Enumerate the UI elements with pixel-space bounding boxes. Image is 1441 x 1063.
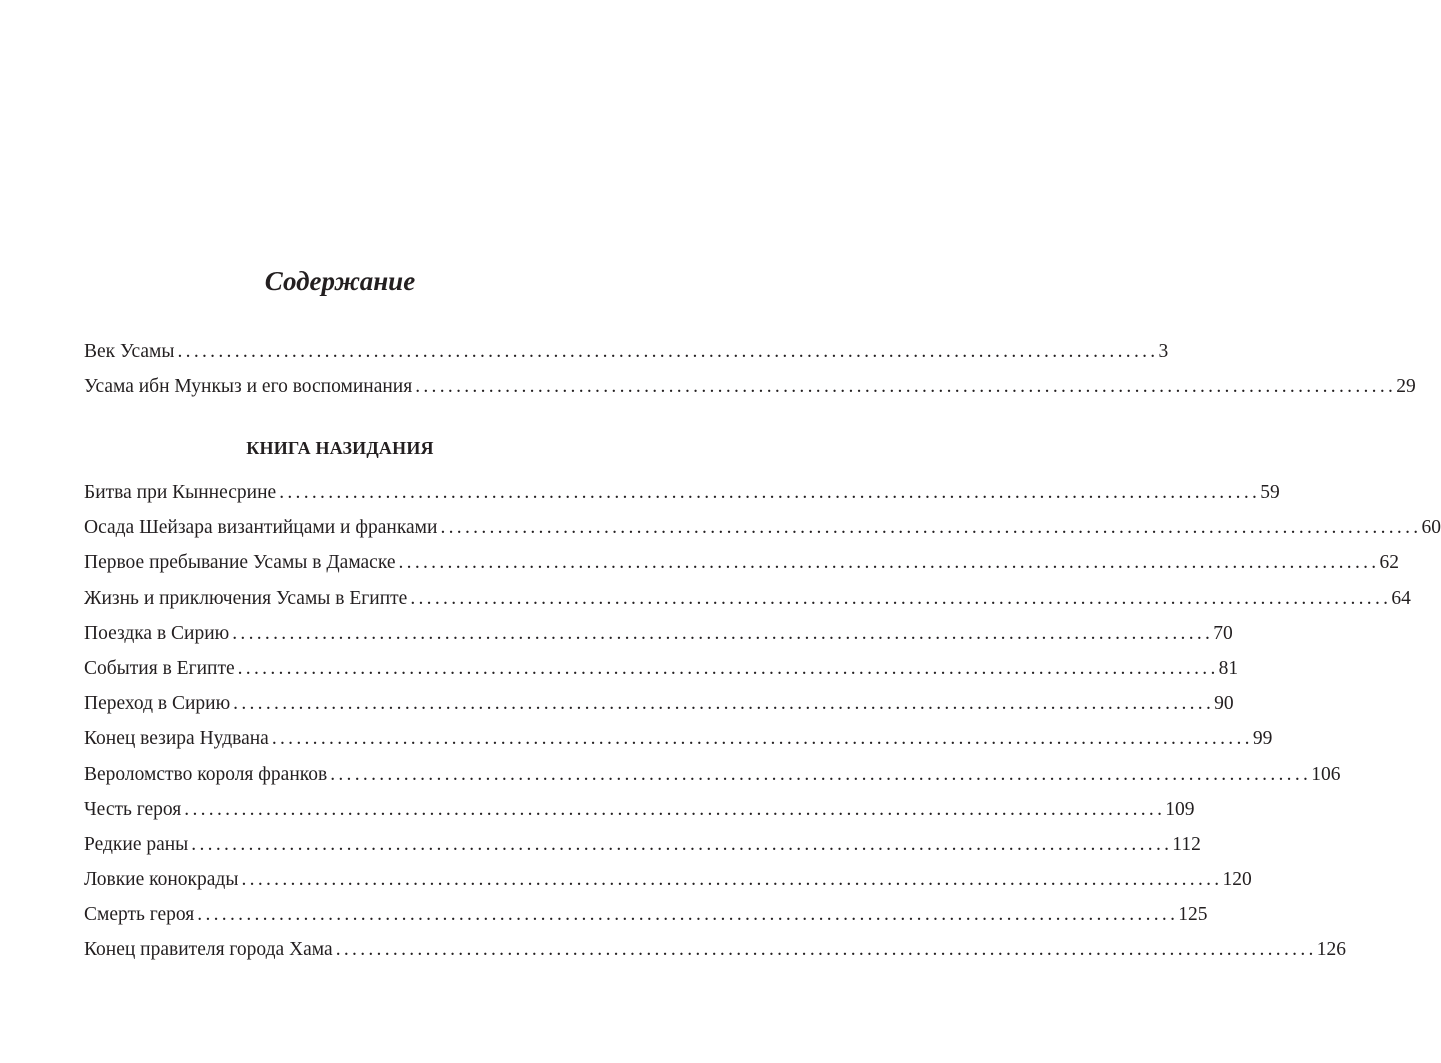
toc-entry-title: Первое пребывание Усамы в Дамаске — [84, 552, 396, 574]
toc-entry-page: 126 — [1316, 939, 1346, 961]
dot-leader: ........................................................................................................................ — [415, 376, 1397, 398]
toc-entry-page: 60 — [1421, 517, 1441, 539]
toc-entry-title: События в Египте — [84, 657, 235, 679]
toc-entry-page: 3 — [1158, 341, 1169, 362]
page-title: Содержание — [264, 266, 416, 296]
toc-entry-title: Битва при Кыннесрине — [84, 482, 277, 503]
toc-entry-page: 109 — [1165, 798, 1195, 820]
toc-entry — [84, 869, 1252, 904]
toc-entry — [84, 657, 1239, 693]
dot-leader: ........................................................................................................................ — [410, 587, 1392, 609]
toc-entry-title: Осада Шейзара византийцами и франками — [84, 517, 438, 539]
toc-entry-page: 112 — [1172, 833, 1201, 855]
toc-entry — [84, 833, 1201, 869]
toc-entry-title: Редкие раны — [84, 833, 189, 855]
dot-leader: ........................................................................................................................ — [191, 833, 1173, 855]
dot-leader: ........................................................................................................................ — [241, 869, 1223, 891]
toc-entry-title: Жизнь и приключения Усамы в Египте — [84, 587, 408, 609]
toc-entry-title: Век Усамы — [84, 341, 175, 362]
dot-leader: ........................................................................................................................ — [271, 728, 1253, 750]
toc-entry-page: 29 — [1396, 376, 1416, 398]
toc-entry-page: 120 — [1222, 869, 1252, 891]
toc-entry-title: Поездка в Сирию — [84, 622, 230, 644]
toc-entry-page: 106 — [1311, 763, 1341, 785]
toc-entry-page: 99 — [1252, 728, 1273, 750]
dot-leader: ........................................................................................................................ — [440, 517, 1422, 539]
toc-entry — [84, 939, 1346, 974]
toc-entry — [84, 622, 1233, 658]
toc-entry-page: 62 — [1379, 552, 1399, 574]
toc-entry — [84, 798, 1195, 834]
dot-leader: ........................................................................................................................ — [335, 939, 1317, 961]
toc-entry — [84, 552, 1399, 587]
toc-entry-page: 59 — [1260, 482, 1280, 503]
toc-entry — [84, 728, 1273, 763]
intro-toc-list — [84, 341, 1416, 411]
dot-leader: ........................................................................................................................ — [330, 763, 1312, 785]
toc-entry — [84, 341, 1169, 376]
toc-entry — [84, 693, 1234, 728]
toc-entry — [84, 517, 1441, 552]
toc-entry-title: Переход в Сирию — [84, 693, 231, 715]
toc-entry-page: 70 — [1213, 622, 1233, 644]
toc-entry-title: Конец везира Нудвана — [84, 728, 269, 750]
toc-entry-title: Усама ибн Мункыз и его воспоминания — [84, 376, 413, 398]
dot-leader: ........................................................................................................................ — [184, 798, 1166, 820]
toc-entry-title: Смерть героя — [84, 904, 195, 926]
dot-leader: ........................................................................................................................ — [398, 552, 1380, 574]
dot-leader: ........................................................................................................................ — [279, 482, 1261, 503]
toc-entry — [84, 376, 1416, 411]
toc-entry — [84, 587, 1411, 623]
toc-entry-page: 125 — [1178, 904, 1208, 926]
toc-entry — [84, 482, 1280, 517]
section-toc-list — [84, 482, 1441, 975]
toc-entry — [84, 763, 1341, 799]
section-heading: КНИГА НАЗИДАНИЯ — [246, 438, 434, 458]
toc-entry-page: 90 — [1214, 693, 1234, 715]
toc-entry-page: 81 — [1218, 657, 1239, 679]
dot-leader: ........................................................................................................................ — [233, 693, 1215, 715]
toc-entry-title: Ловкие конокрады — [84, 869, 239, 891]
dot-leader: ........................................................................................................................ — [237, 657, 1219, 679]
dot-leader: ........................................................................................................................ — [177, 341, 1159, 362]
dot-leader: ........................................................................................................................ — [197, 904, 1179, 926]
toc-entry — [84, 904, 1208, 939]
toc-entry-title: Конец правителя города Хама — [84, 939, 333, 961]
toc-entry-page: 64 — [1391, 587, 1411, 609]
toc-entry-title: Честь героя — [84, 798, 182, 820]
toc-entry-title: Вероломство короля франков — [84, 763, 328, 785]
dot-leader: ........................................................................................................................ — [232, 622, 1214, 644]
